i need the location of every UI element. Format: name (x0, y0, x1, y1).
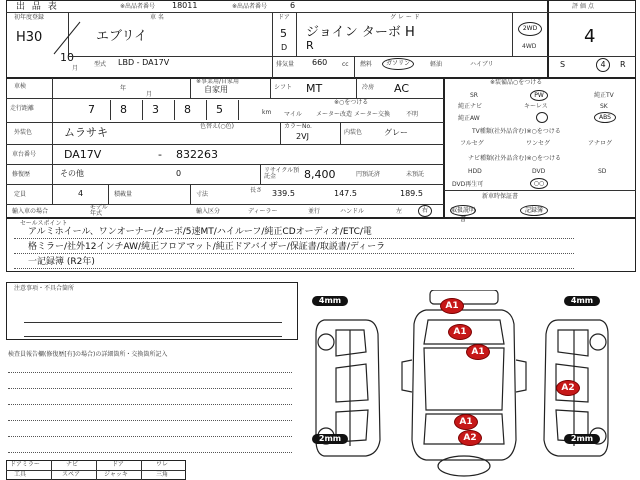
history-value: 0 (176, 169, 182, 178)
divider (14, 268, 574, 269)
equip-sr: SR (470, 92, 478, 99)
shift-value: MT (306, 82, 323, 95)
history-option: その他 (60, 169, 84, 178)
damage-mark: A2 (458, 430, 482, 446)
import-label: 輸入車の場合 (12, 208, 49, 215)
divider (24, 336, 282, 337)
inspection-month-unit: 月 (146, 91, 153, 98)
displacement-unit: cc (342, 61, 349, 68)
displacement-label: 排気量 (276, 61, 295, 68)
damage-mark: A1 (466, 344, 490, 360)
recycle-label: リサイクル預託金 (264, 167, 300, 180)
chassis-label: 車台番号 (12, 151, 37, 158)
divider (260, 164, 261, 184)
equip-aw: 純正AW (458, 115, 480, 122)
color-change: 色替え(○色) (200, 123, 234, 130)
divider (190, 78, 191, 98)
chassis-dash: - (158, 148, 162, 161)
grade-label: グ レ ー ド (390, 14, 420, 21)
score-r: R (620, 60, 626, 69)
divider (548, 12, 636, 13)
damage-mark: A1 (454, 414, 478, 430)
color-label: 外装色 (14, 129, 33, 136)
fuel-gasoline: ガソリン (382, 58, 414, 70)
odo-digit: 5 (216, 103, 223, 116)
legend-2mm-left: 2mm (312, 434, 348, 444)
use-value: 自家用 (204, 85, 228, 94)
footer-h1: ドアミラー (10, 461, 40, 468)
dims-label: 寸法 (196, 191, 209, 198)
equip-record-circle: 記録簿 (520, 205, 548, 216)
parallel-option: 並行 (308, 208, 321, 215)
equip-keyless: キーレス (524, 103, 548, 110)
odo-digit: 8 (184, 103, 191, 116)
footer-h3: ドア (112, 461, 124, 468)
divider (206, 100, 207, 120)
equip-navi: 純正ナビ (458, 103, 483, 110)
divider (14, 253, 574, 254)
equip-analog: アナログ (588, 140, 613, 147)
grade-r: R (306, 39, 314, 52)
odo-digits (78, 100, 242, 120)
recycle-unit: 円預託済 (356, 171, 381, 178)
doors-value: 5 (280, 27, 287, 40)
legend-4mm-right: 4mm (564, 296, 600, 306)
divider (110, 100, 111, 120)
footer-v4: 三角 (156, 471, 169, 478)
divider (174, 100, 175, 120)
divider (8, 388, 292, 389)
equip-hdd: HDD (468, 168, 482, 175)
odo-option-replaced: メーター交換 (354, 111, 391, 118)
month-value: 10 (60, 51, 74, 64)
footer-h4: ワレ (156, 461, 169, 468)
divider (356, 78, 357, 98)
odo-digit: 8 (120, 103, 127, 116)
height-value: 189.5 (400, 189, 423, 198)
model-year-label: 初年度登録 (14, 14, 45, 21)
odo-option-mile: マイル (284, 111, 302, 118)
damage-mark: A1 (440, 298, 464, 314)
dealer-option: ディーラー (248, 208, 278, 215)
seller-number-label: ※出品者番号 (120, 3, 156, 10)
fuel-diesel: 軽油 (430, 61, 443, 68)
history-label: 修復歴 (12, 171, 31, 178)
seats-label: 定員 (14, 191, 27, 198)
odo-note: ※○をつける (334, 99, 369, 106)
equip-pw: PW (530, 90, 548, 101)
equip-sd: SD (598, 168, 607, 175)
divider (142, 100, 143, 120)
divider (6, 204, 444, 205)
recycle-value: 8,400 (304, 168, 336, 181)
seller-number-label-2: ※出品者番号 (232, 3, 268, 10)
inspector-label: 検査員報告欄(修復歴[有]の場合)の詳細箇所・交換箇所記入 (8, 351, 168, 358)
divider (340, 122, 341, 144)
equip-fullseg: フルセグ (460, 140, 484, 147)
equip-navi-type: ナビ種類(社外品含む)※○をつける (468, 155, 561, 162)
interior-value: グレー (384, 128, 408, 137)
model-year2-label: モデル年式 (90, 204, 108, 217)
ac-label: 冷房 (362, 84, 375, 91)
score-label: 評 価 点 (572, 3, 594, 10)
grade-value: ジョイン ターボ H (306, 25, 415, 40)
color-code-label: カラーNo. (284, 123, 312, 130)
legend-2mm-right: 2mm (564, 434, 600, 444)
divider (270, 78, 271, 98)
inspection-year-unit: 年 (120, 85, 127, 92)
odo-option-modified: メーター改造 (316, 111, 353, 118)
divider (6, 184, 444, 185)
seller-number-value-2: 6 (290, 1, 296, 10)
handle-label: ハンドル (340, 208, 365, 215)
equip-oneseg: ワンセグ (526, 140, 551, 147)
divider (6, 98, 444, 99)
sales-label: セールスポイント (20, 220, 68, 227)
header-top-line (6, 12, 548, 13)
damage-mark: A1 (448, 324, 472, 340)
model-year-value: H30 (16, 30, 43, 45)
interior-label: 内装色 (344, 129, 363, 136)
width-value: 147.5 (334, 189, 357, 198)
use-sub: ※事業用/自家用 (196, 78, 240, 85)
odo-digit: 7 (88, 103, 95, 116)
divider (272, 12, 273, 56)
equip-dvd-play-circle: ○○ (530, 178, 548, 189)
seats-value: 4 (78, 189, 84, 198)
displacement-value: 660 (312, 58, 328, 67)
score-circle: 4 (596, 58, 610, 72)
car-name-value: エブリイ (96, 29, 148, 44)
fuel-hybrid: ハイブリ (470, 61, 494, 68)
divider (296, 12, 297, 56)
fuel-label: 燃料 (360, 61, 373, 68)
sales-line-2: 格ミラー/社外12インチAW/純正フロアマット/純正ドアバイザー/保証書/取説書/ディーラ (28, 242, 386, 252)
divider (108, 184, 109, 204)
odo-option-unknown: 不明 (406, 111, 419, 118)
divider (6, 144, 444, 145)
divider (51, 460, 52, 480)
divider (272, 56, 273, 78)
equip-aw-circle (536, 112, 548, 123)
legend-4mm-left: 4mm (312, 296, 348, 306)
sales-line-3: 一記録簿 (R2年) (28, 257, 95, 267)
notes-label: 注意事項・不具合箇所 (14, 285, 75, 292)
equip-tv: 純正TV (594, 92, 614, 99)
type-value: LBD - DA17V (118, 58, 170, 67)
divider (96, 460, 97, 480)
equip-abs: ABS (594, 112, 616, 123)
divider (238, 100, 239, 120)
odo-digit: 3 (152, 103, 159, 116)
ac-value: AC (394, 82, 410, 95)
import-class-label: 輸入区分 (196, 208, 221, 215)
divider (512, 12, 513, 56)
footer-v1: 工具 (14, 471, 27, 478)
footer-v2: スペア (62, 471, 81, 478)
equip-dvd-play: DVD再生可 (452, 181, 484, 188)
footer-v3: ジャッキ (104, 471, 128, 478)
divider (354, 56, 355, 78)
divider (8, 372, 292, 373)
doors-label: ドア (278, 14, 290, 21)
doors-unit: D (281, 43, 288, 52)
chassis-model: DA17V (64, 148, 102, 161)
car-name-label: 車 名 (150, 14, 164, 21)
equipment-note: ※装備品○をつける (490, 79, 543, 86)
divider (8, 404, 292, 405)
cargo-label: 積載量 (114, 191, 133, 198)
divider (548, 56, 636, 57)
document-title: 出 品 表 (16, 2, 59, 12)
divider (68, 56, 548, 57)
handle-left: 左 (396, 208, 403, 215)
equip-warranty: 新車時保証書 (482, 193, 519, 200)
divider (444, 190, 636, 191)
divider (8, 436, 292, 437)
shift-label: シフト (274, 84, 293, 91)
divider (141, 460, 142, 480)
equip-manual-circle: 取扱説明書 (451, 207, 476, 223)
odo-unit: km (262, 109, 272, 116)
score-s: S (560, 60, 566, 69)
footer-h2: ナビ (66, 461, 79, 468)
seller-number-value: 18011 (172, 1, 198, 10)
length-value: 339.5 (272, 189, 295, 198)
length-label: 長さ (250, 187, 263, 194)
divider (14, 238, 574, 239)
wd-4-option: 4WD (522, 43, 537, 50)
equip-tv-type: TV種類(社外品含む)※○をつける (472, 128, 561, 135)
car-diagram (306, 290, 636, 480)
divider (190, 184, 191, 204)
divider (8, 420, 292, 421)
divider (52, 78, 53, 204)
odo-label: 走行距離 (10, 105, 35, 112)
divider (6, 164, 444, 165)
month-unit: 月 (72, 65, 79, 72)
color-value: ムラサキ (64, 126, 108, 139)
chassis-number: 832263 (176, 148, 218, 161)
damage-mark: A2 (556, 380, 580, 396)
recycle-alt: 未預託 (406, 171, 425, 178)
score-value: 4 (584, 26, 596, 47)
inspection-label: 車検 (14, 83, 27, 90)
sales-line-1: アルミホイール、ワンオーナー/ターボ/5速MT/ハイルーフ/純正CDオーディオ/ETC/電 (28, 227, 372, 237)
equip-sk: SK (600, 103, 608, 110)
color-code-value: 2VJ (296, 132, 309, 141)
divider (8, 452, 292, 453)
handle-right-circled: 右 (418, 205, 432, 217)
divider (280, 122, 281, 144)
equip-dvd: DVD (532, 168, 546, 175)
divider (24, 322, 282, 323)
type-label: 型式 (94, 61, 107, 68)
wd-2-option: 2WD (518, 22, 542, 36)
